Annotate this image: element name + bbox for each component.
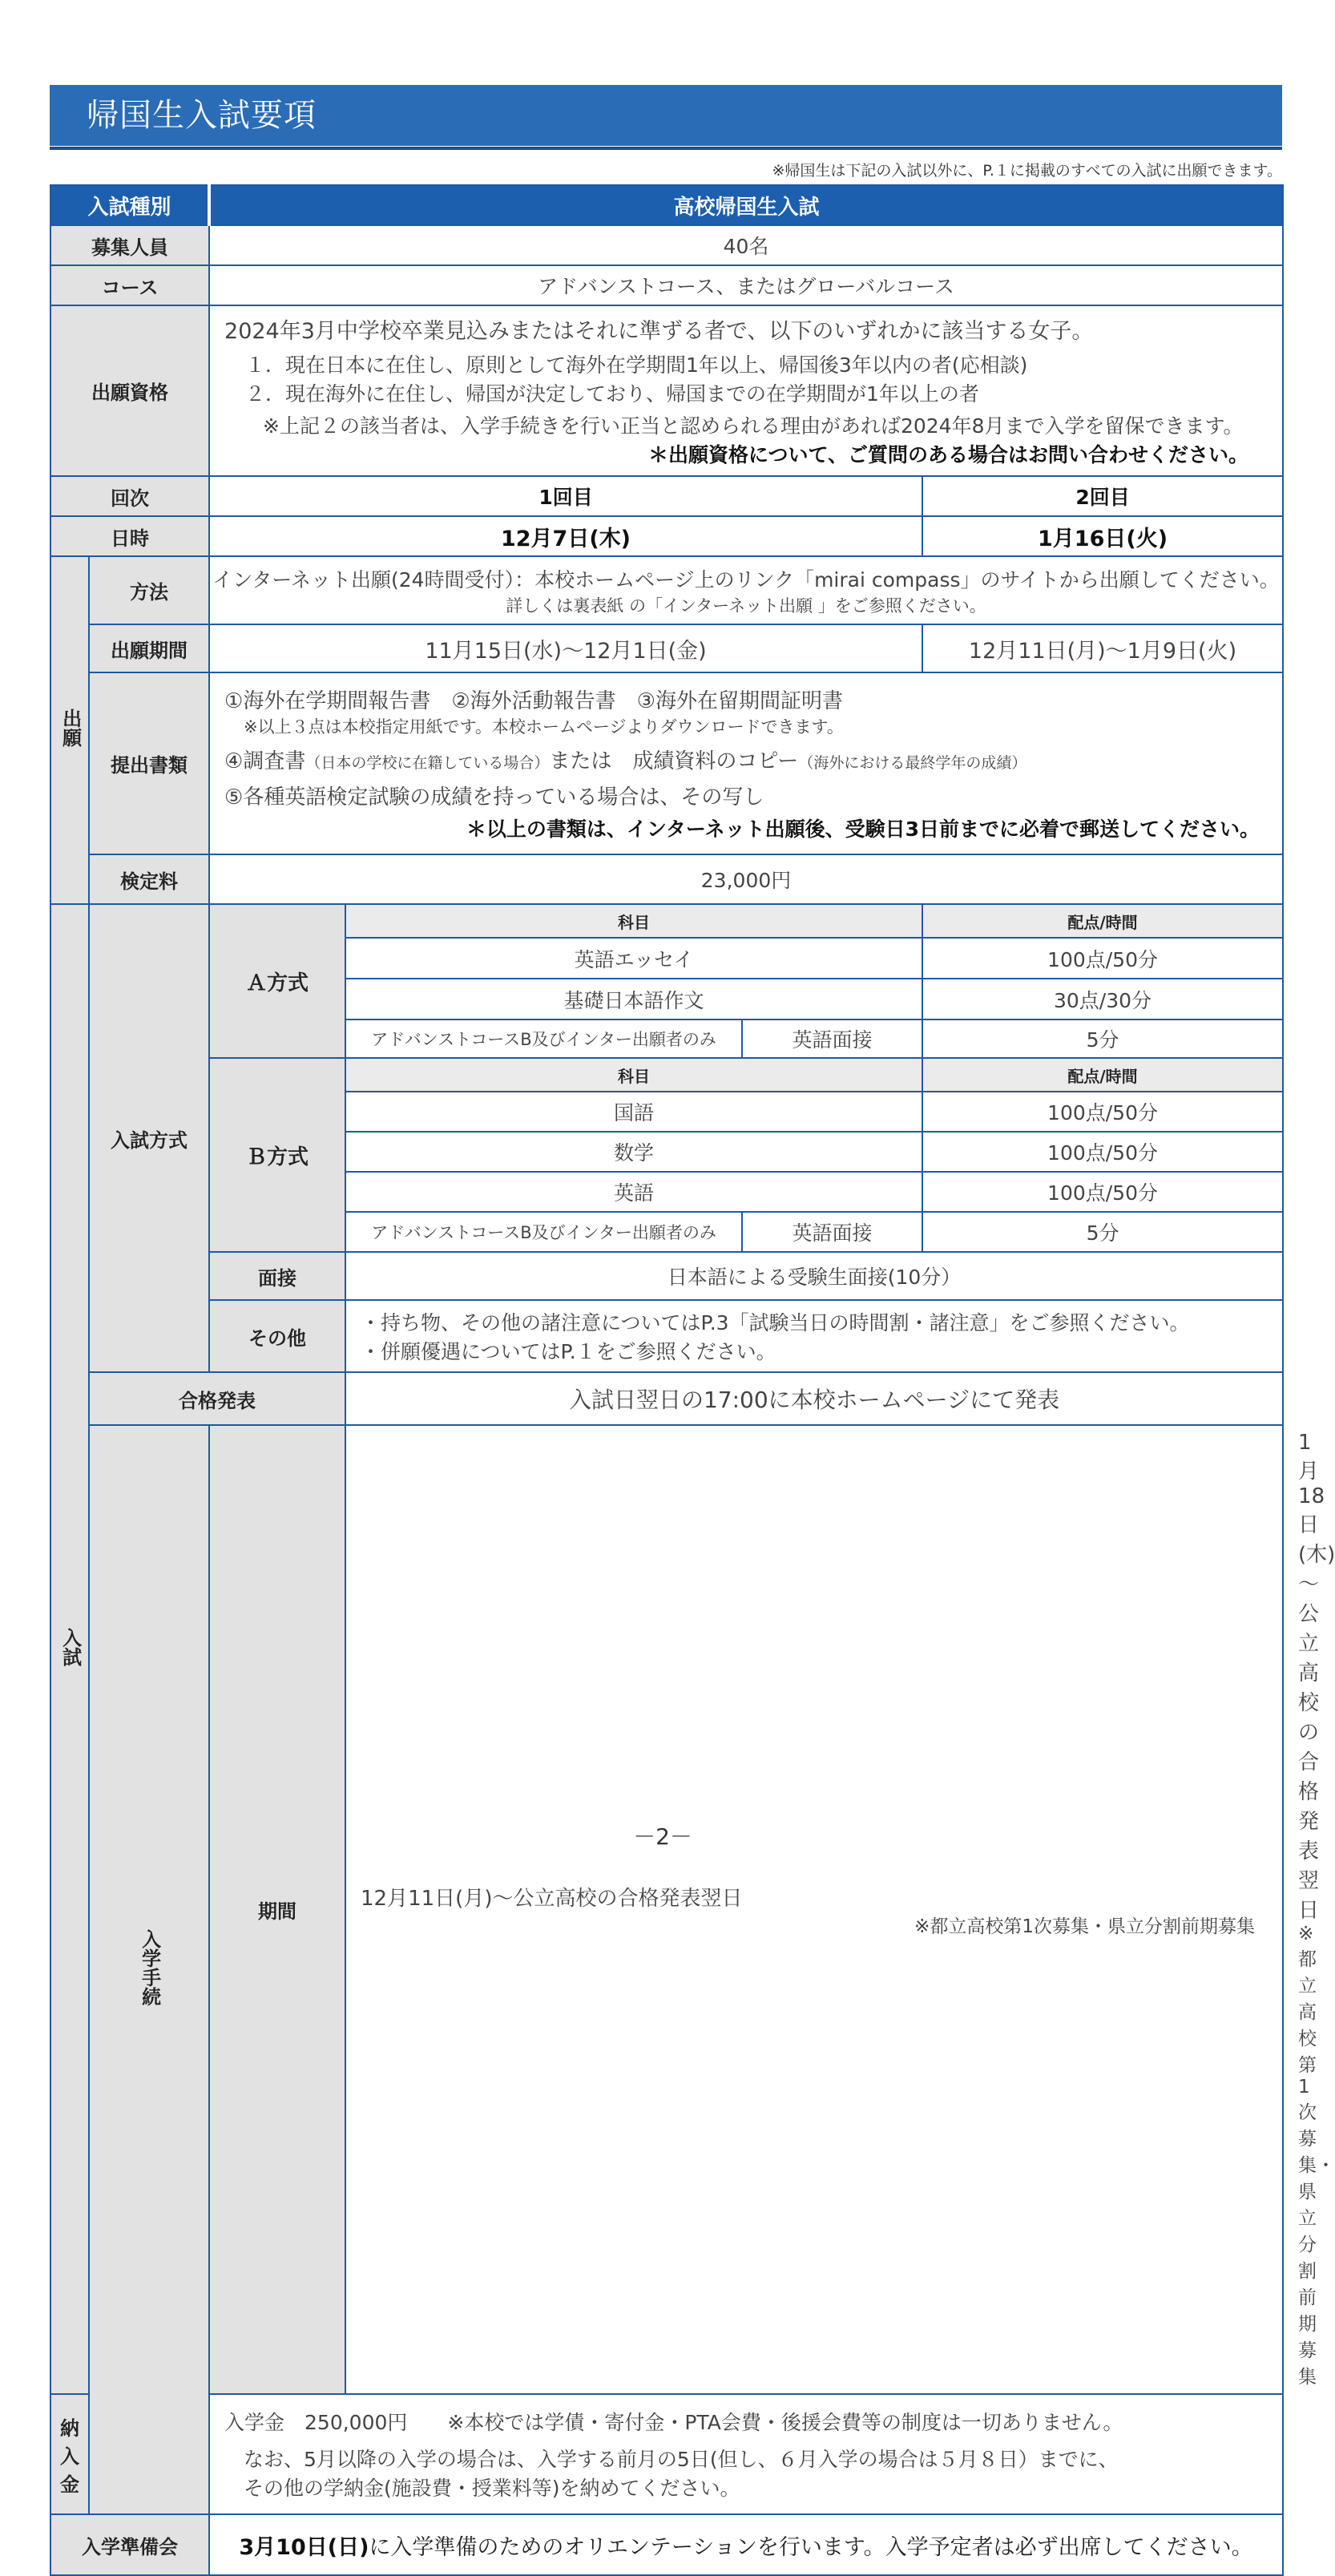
result-label: 合格発表 bbox=[89, 1372, 345, 1425]
a-subject-header: 科目 bbox=[345, 904, 922, 938]
payment-line-1: 入学金 250,000円 ※本校では学債・寄付金・PTA会費・後援会費等の制度は一切ありません。 bbox=[224, 2411, 1123, 2434]
result-value: 入試日翌日の17:00に本校ホームページにて発表 bbox=[345, 1372, 1283, 1425]
payment-label: 納入金 bbox=[50, 2394, 89, 2514]
other-label: その他 bbox=[209, 1300, 345, 1372]
exam-type-value: 高校帰国生入試 bbox=[209, 185, 1283, 225]
a-extra-score: 5分 bbox=[922, 1019, 1283, 1058]
a-extra-condition: アドバンストコースB及びインター出願者のみ bbox=[345, 1019, 742, 1058]
orientation-content bbox=[209, 2514, 1283, 2575]
method-a-label: Ａ方式 bbox=[209, 904, 345, 1058]
recruit-label: 募集人員 bbox=[50, 225, 209, 265]
recruit-value: 40名 bbox=[209, 225, 1283, 265]
round-1: 1回目 bbox=[209, 476, 922, 516]
documents-content bbox=[209, 672, 1283, 854]
a-subject-2: 基礎日本語作文 bbox=[345, 979, 922, 1019]
interview-label: 面接 bbox=[209, 1252, 345, 1300]
course-label: コース bbox=[50, 265, 209, 305]
fee-label: 検定料 bbox=[89, 854, 209, 904]
eligibility-item-1: １．現在日本に在住し、原則として海外在学期間1年以上、帰国後3年以内の者(応相談) bbox=[245, 353, 1028, 377]
fee-value: 23,000円 bbox=[209, 854, 1283, 904]
procedure-group-label: 入学手続 bbox=[89, 1425, 209, 2514]
exam-type-label: 入試種別 bbox=[50, 185, 209, 225]
round-label: 回次 bbox=[50, 476, 209, 516]
b-score-header: 配点/時間 bbox=[922, 1058, 1283, 1092]
application-group-label: 出願 bbox=[50, 556, 89, 904]
other-line-2: ・併願優遇についてはP.１をご参照ください。 bbox=[361, 1340, 776, 1363]
orientation-date: 3月10日(日) bbox=[239, 2534, 369, 2560]
a-score-1: 100点/50分 bbox=[922, 938, 1283, 979]
method-line-2: 詳しくは裏表紙 の「インターネット出願 」をご参照ください。 bbox=[506, 596, 986, 616]
a-extra-subject: 英語面接 bbox=[742, 1019, 922, 1058]
payment-content bbox=[209, 2394, 1283, 2514]
interview-value: 日本語による受験生面接(10分） bbox=[345, 1252, 1283, 1300]
procedure-period-1-note: ※都立高校第1次募集・県立分割前期募集 bbox=[914, 1916, 1256, 1937]
method-content bbox=[209, 556, 1283, 624]
course-value: アドバンストコース、またはグローバルコース bbox=[209, 265, 1283, 305]
method-b-label: Ｂ方式 bbox=[209, 1058, 345, 1252]
orientation-text: に入学準備のためのオリエンテーションを行います。入学予定者は必ず出席してください。 bbox=[369, 2534, 1253, 2560]
other-content bbox=[345, 1300, 1283, 1372]
title-underline bbox=[50, 147, 1282, 150]
documents-line-2: ※以上３点は本校指定用紙です。本校ホームページよりダウンロードできます。 bbox=[244, 717, 844, 737]
documents-line-3: ④調査書（日本の学校に在籍している場合）または 成績資料のコピー（海外における最終学年の成績） bbox=[224, 749, 1027, 773]
procedure-period-2-note: ※都立高校第1次募集・県立分割前期募集 bbox=[1298, 1924, 1335, 2388]
eligibility-note-2: ＊出願資格について、ご質問のある場合はお問い合わせください。 bbox=[648, 443, 1249, 466]
procedure-period-1-text: 12月11日(月)～公立高校の合格発表翌日 bbox=[361, 1886, 743, 1911]
eligibility-intro: 2024年3月中学校卒業見込みまたはそれに準ずる者で、以下のいずれかに該当する女子。 bbox=[224, 319, 1094, 344]
documents-label: 提出書類 bbox=[89, 672, 209, 854]
b-score-1: 100点/50分 bbox=[922, 1092, 1283, 1132]
method-line-1: インターネット出願(24時間受付）：本校ホームページ上のリンク「mirai compass」のサイトから出願してください。 bbox=[212, 567, 1280, 592]
round-2: 2回目 bbox=[922, 476, 1283, 516]
other-line-1: ・持ち物、その他の諸注意についてはP.3「試験当日の時間割・諸注意」をご参照ください。 bbox=[361, 1311, 1190, 1334]
date-round-1: 12月7日(木) bbox=[209, 516, 922, 556]
eligibility-item-2: ２．現在海外に在住し、帰国が決定しており、帰国までの在学期間が1年以上の者 bbox=[245, 382, 979, 406]
eligibility-content bbox=[209, 305, 1283, 476]
a-score-2: 30点/30分 bbox=[922, 979, 1283, 1019]
date-round-2: 1月16日(火) bbox=[922, 516, 1283, 556]
b-extra-score: 5分 bbox=[922, 1212, 1283, 1252]
exam-group-label: 入試 bbox=[50, 904, 89, 2394]
procedure-period-1 bbox=[345, 1425, 1283, 2394]
application-period-label: 出願期間 bbox=[89, 624, 209, 672]
admission-table: 入試種別 高校帰国生入試 募集人員 40名 コース アドバンストコース、またはグローバルコース 出願資格 2024年3月中学校卒業見込みまたはそれに準ずる者で、以下のいずれかに該当する女子。 １．現在日本に在住し、原則として海外在学期間1年以上、帰国後3年以内の者(応相談) ２．現在海外に在住し、帰国が決定しており、帰国までの在学期間が1年以上の者 ※上記２の該当者は、入学手続きを行い正当と認められる理由があれば2024年8月まで入学を留保できます。 ＊出願資格について、ご質問のある場合はお問い合わせください。 回次 1回目 2回目 日時 12月7日(木) 1月16日(火) 出願 方法 インターネット出願(24時間受付）：本校ホームページ上のリンク「mirai compass」のサイトから出願してください。 詳しくは裏表紙 の「インターネット出願 」をご参照ください。 出願期間 11月15日(水)～12月1日(金) 12月11日(月)～1月9日(火) 提出書類 ①海外在学期間報告書 ②海外活動報告書 ③海外在留期間証明書 ※以上３点は本校指定用紙です。本校ホームページよりダウンロードできます。 ④調査書（日本の学校に在籍している場合）または 成績資料のコピー（海外における最終学年の成績） ⑤各種英語検定試験の成績を持っている場合は、その写し ＊以上の書類は、インターネット出願後、受験日3日前までに必着で郵送してください。 検定料 23,000円 入試 入試方式 Ａ方式 科目 配点/時間 英語エッセイ 100点/50分 基礎日本語作文 30点/30分 アドバンストコースB及びインター出願者のみ 英語面接 5分 Ｂ方式 科目 配点/時間 国語 100点/50分 数学 100点/50分 英語 100点/50分 アドバンストコースB及びインター出願者のみ 英語面接 5分 面接 日本語による受験生面接(10分） その他 ・持ち物、その他の諸注意についてはP.3「試験当日の時間割・諸注意」をご参照ください。 ・併願優遇についてはP.１をご参照ください。 合格発表 入試日翌日の17:00に本校ホームページにて発表 入学手続 期間 12月11日(月)～公立高校の合格発表翌日 ※都立高校第1次募集・県立分割前期募集 1月18日(木)～公立高校の合格発表翌日 ※都立高校第1次募集・県立分割前期募集 納入金 入学金 250,000円 ※本校では学債・寄付金・PTA会費・後援会費等の制度は一切ありません。 なお、5月以降の入学の場合は、入学する前月の5日(但し、６月入学の場合は５月８日）までに、 その他の学納金(施設費・授業料等)を納めてください。 入学準備会 3月10日(日)に入学準備のためのオリエンテーションを行います。入学予定者は必ず出席してください。 bbox=[50, 184, 1284, 2576]
application-period-2: 12月11日(月)～1月9日(火) bbox=[922, 624, 1283, 672]
documents-line-5: ＊以上の書類は、インターネット出願後、受験日3日前までに必着で郵送してください。 bbox=[466, 818, 1260, 841]
a-subject-1: 英語エッセイ bbox=[345, 938, 922, 979]
orientation-label: 入学準備会 bbox=[50, 2514, 209, 2575]
eligibility-label: 出願資格 bbox=[50, 305, 209, 476]
documents-line-1: ①海外在学期間報告書 ②海外活動報告書 ③海外在留期間証明書 bbox=[224, 689, 843, 713]
b-subject-1: 国語 bbox=[345, 1092, 922, 1132]
b-subject-2: 数学 bbox=[345, 1132, 922, 1172]
documents-line-4: ⑤各種英語検定試験の成績を持っている場合は、その写し bbox=[224, 785, 764, 810]
page-title: 帰国生入試要項 bbox=[50, 85, 1282, 146]
procedure-period-label: 期間 bbox=[209, 1425, 345, 2394]
exam-method-label: 入試方式 bbox=[89, 904, 209, 1372]
application-period-1: 11月15日(水)～12月1日(金) bbox=[209, 624, 922, 672]
payment-line-2: なお、5月以降の入学の場合は、入学する前月の5日(但し、６月入学の場合は５月８日）までに、 bbox=[244, 2448, 1119, 2471]
b-extra-condition: アドバンストコースB及びインター出願者のみ bbox=[345, 1212, 742, 1252]
date-label: 日時 bbox=[50, 516, 209, 556]
method-label: 方法 bbox=[89, 556, 209, 624]
b-extra-subject: 英語面接 bbox=[742, 1212, 922, 1252]
page-number: －2－ bbox=[633, 1823, 692, 1850]
b-score-3: 100点/50分 bbox=[922, 1172, 1283, 1212]
b-subject-header: 科目 bbox=[345, 1058, 922, 1092]
b-score-2: 100点/50分 bbox=[922, 1132, 1283, 1172]
b-subject-3: 英語 bbox=[345, 1172, 922, 1212]
eligibility-note-1: ※上記２の該当者は、入学手続きを行い正当と認められる理由があれば2024年8月まで入学を留保できます。 bbox=[263, 414, 1244, 438]
a-score-header: 配点/時間 bbox=[922, 904, 1283, 938]
payment-line-3: その他の学納金(施設費・授業料等)を納めてください。 bbox=[244, 2477, 740, 2500]
header-note: ※帰国生は下記の入試以外に、P.１に掲載のすべての入試に出願できます。 bbox=[772, 162, 1282, 180]
